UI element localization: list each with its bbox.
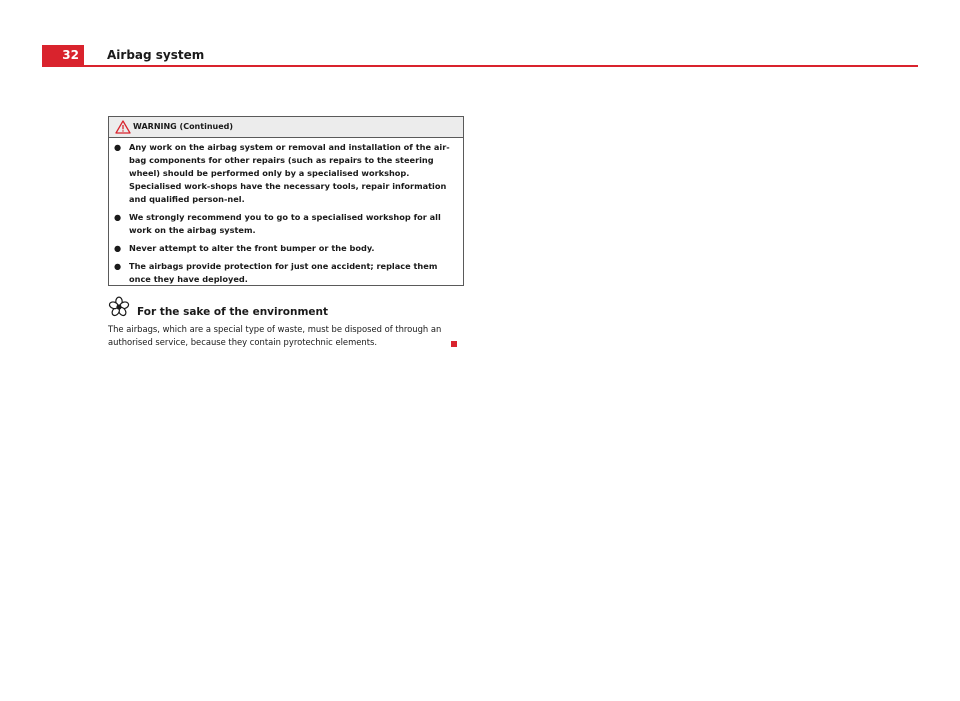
warning-bullet-text: The airbags provide protection for just one accident; replace them once they have deployed. (129, 261, 438, 284)
warning-bullet (114, 260, 457, 286)
environment-title: For the sake of the environment (137, 306, 329, 318)
warning-bullet-text: Any work on the airbag system or removal and installation of the air-bag components for other repairs (such as repairs to the steering wheel) should be performed only by a specialised workshop. Specialised work-shops have the necessary tools, repair information and qualified person-nel. (129, 142, 450, 204)
warning-bullet (114, 211, 457, 237)
bullet-dot-icon: ● (114, 261, 122, 271)
page-header (42, 45, 918, 67)
bullet-dot-icon: ● (114, 243, 122, 253)
environment-text: The airbags, which are a special type of waste, must be disposed of through an authorised service, because they contain pyrotechnic elements. (108, 324, 442, 347)
bullet-dot-icon: ● (114, 212, 122, 222)
flower-icon (108, 296, 130, 318)
page-title: Airbag system (107, 48, 205, 62)
end-square-icon (451, 341, 457, 347)
warning-bullet-text: We strongly recommend you to go to a specialised workshop for all work on the airbag system. (129, 212, 441, 235)
warning-box (108, 116, 464, 286)
warning-header (109, 117, 463, 138)
warning-bullet (114, 242, 457, 255)
header-rule (42, 65, 918, 67)
warning-triangle-icon (115, 120, 131, 134)
page-number: 32 (42, 45, 84, 65)
warning-title: WARNING (Continued) (133, 122, 234, 131)
warning-bullet-text: Never attempt to alter the front bumper or the body. (129, 243, 375, 253)
warning-body (109, 138, 463, 286)
warning-bullet (114, 141, 457, 206)
bullet-dot-icon: ● (114, 142, 122, 152)
